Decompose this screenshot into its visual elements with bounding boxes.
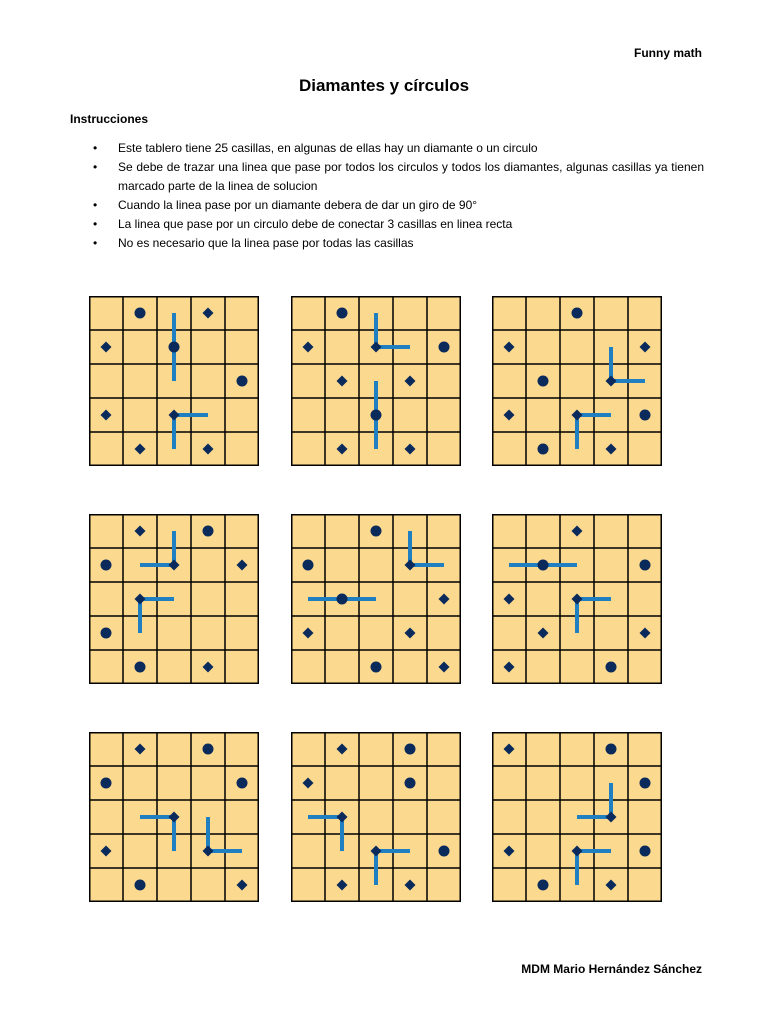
puzzle-board-6 [492,514,662,684]
board-grid [89,514,259,684]
puzzle-board-3 [492,296,662,466]
board-grid [492,296,662,466]
board-grid [291,732,461,902]
circle-marker [439,846,450,857]
instructions-heading: Instrucciones [70,112,149,126]
author-label: MDM Mario Hernández Sánchez [521,962,702,976]
circle-marker [640,560,651,571]
board-grid [89,732,259,902]
circle-marker [606,662,617,673]
circle-marker [101,628,112,639]
circle-marker [303,560,314,571]
instruction-item: • Este tablero tiene 25 casillas, en algunas de ellas hay un diamante o un circulo [70,139,704,158]
puzzle-board-1 [89,296,259,466]
instruction-item: • Cuando la linea pase por un diamante debera de dar un giro de 90° [70,196,704,215]
circle-marker [405,778,416,789]
instruction-item: • No es necesario que la linea pase por todas las casillas [70,234,704,253]
circle-marker [203,744,214,755]
circle-marker [538,376,549,387]
puzzle-board-4 [89,514,259,684]
board-grid [291,514,461,684]
board-grid [492,732,662,902]
circle-marker [538,444,549,455]
circle-marker [203,526,214,537]
circle-marker [405,744,416,755]
circle-marker [640,410,651,421]
circle-marker [640,846,651,857]
circle-marker [439,342,450,353]
circle-marker [101,778,112,789]
circle-marker [337,308,348,319]
instruction-item: • La linea que pase por un circulo debe de conectar 3 casillas en linea recta [70,215,704,234]
circle-marker [371,526,382,537]
circle-marker [169,342,180,353]
puzzle-board-7 [89,732,259,902]
circle-marker [538,560,549,571]
page-title: Diamantes y círculos [298,76,470,95]
puzzle-board-2 [291,296,461,466]
circle-marker [572,308,583,319]
circle-marker [101,560,112,571]
instruction-item: • Se debe de trazar una linea que pase por todos los circulos y todos los diamantes, algunas casillas ya tienen marcado parte de la linea de solucion [70,158,704,196]
puzzle-board-5 [291,514,461,684]
board-grid [89,296,259,466]
circle-marker [337,594,348,605]
circle-marker [606,744,617,755]
circle-marker [538,880,549,891]
circle-marker [371,662,382,673]
instructions-list [70,139,704,253]
circle-marker [237,376,248,387]
circle-marker [135,662,146,673]
circle-marker [237,778,248,789]
puzzle-board-9 [492,732,662,902]
circle-marker [135,308,146,319]
circle-marker [371,410,382,421]
circle-marker [640,778,651,789]
brand-label: Funny math [634,46,702,60]
puzzle-board-8 [291,732,461,902]
board-grid [492,514,662,684]
board-grid [291,296,461,466]
circle-marker [135,880,146,891]
